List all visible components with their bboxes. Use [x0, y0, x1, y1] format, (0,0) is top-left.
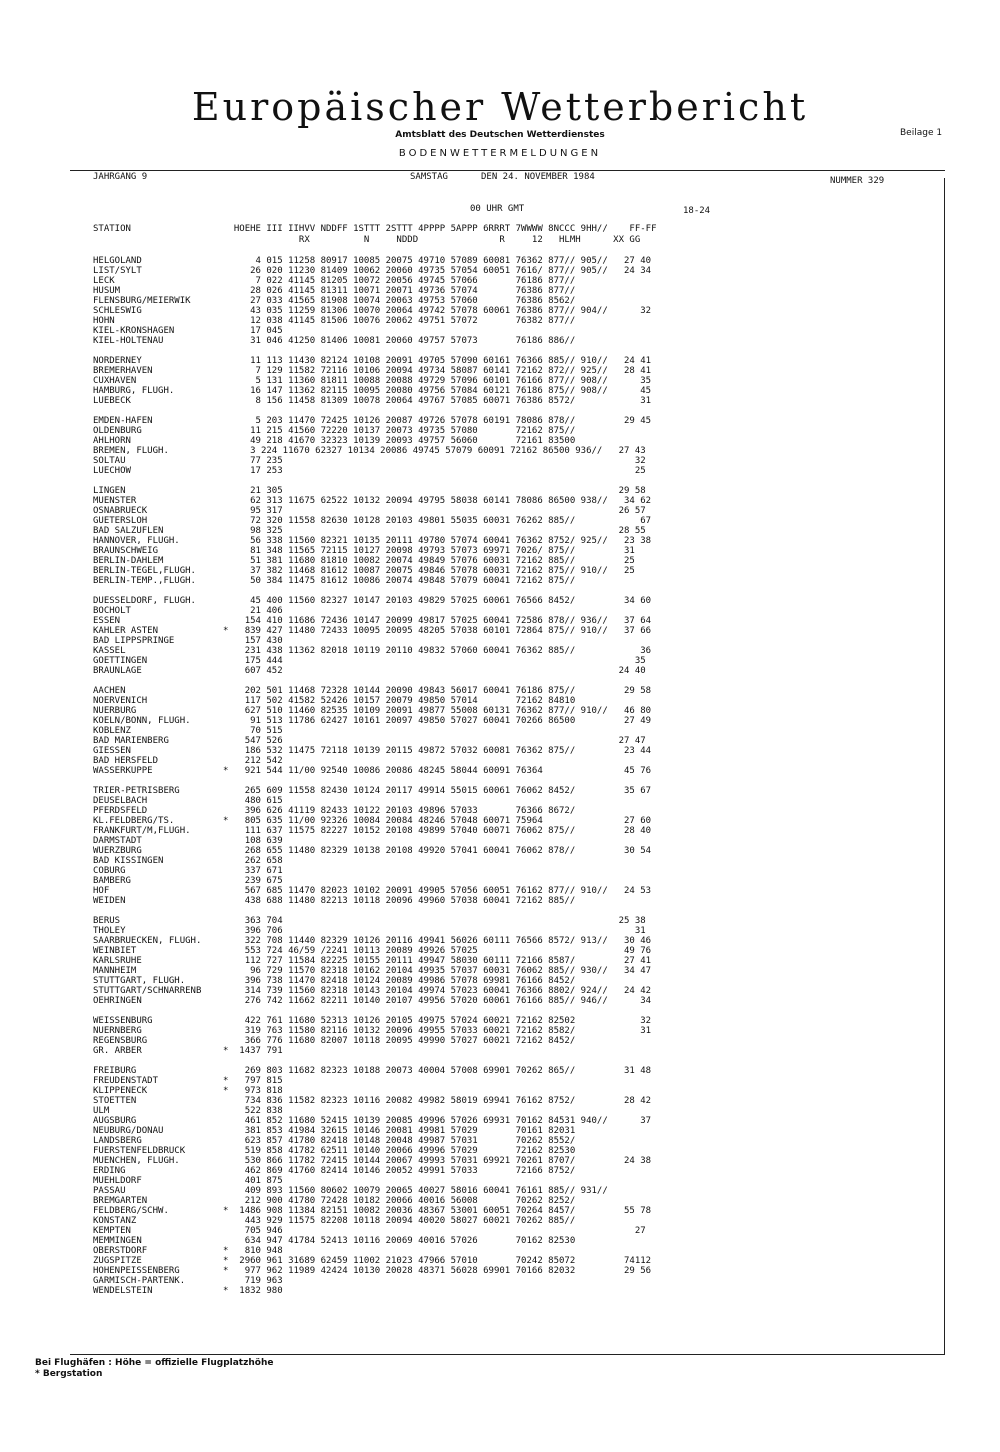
station-row: LUEBECK 8 156 11458 81309 10078 20064 49767 57085 60071 76386 8572/ 31 [93, 396, 652, 406]
station-row: THOLEY 396 706 31 [93, 926, 646, 936]
station-row: NUERBURG 627 510 11460 82535 10109 20091 49877 55008 60131 76362 877// 910// 46 80 [93, 706, 652, 716]
station-row: KIEL-KRONSHAGEN 17 045 [93, 326, 283, 336]
station-row: WEIDEN 438 688 11480 82213 10118 20096 49960 57038 60041 72162 885// [93, 896, 576, 906]
station-row: FREIBURG 269 803 11682 82323 10188 20073 40004 57008 69901 70262 865// 31 48 [93, 1066, 652, 1076]
station-row: BREMGARTEN 212 900 41780 72428 10182 20066 40016 56008 70262 8252/ [93, 1196, 576, 1206]
station-row: AHLHORN 49 218 41670 32323 10139 20093 49757 56060 72161 83500 [93, 436, 576, 446]
station-row: GOETTINGEN 175 444 35 [93, 656, 646, 666]
station-row: MANNHEIM 96 729 11570 82318 10162 20104 49935 57037 60031 76062 885// 930// 34 47 [93, 966, 652, 976]
station-row: GARMISCH-PARTENK. 719 963 [93, 1276, 283, 1286]
station-row: AACHEN 202 501 11468 72328 10144 20090 49843 56017 60041 76186 875// 29 58 [93, 686, 652, 696]
station-row: PFERDSFELD 396 626 41119 82433 10122 20103 49896 57033 76366 8672/ [93, 806, 576, 816]
station-row: KARLSRUHE 112 727 11584 82225 10155 20111 49947 58030 60111 72166 8587/ 27 41 [93, 956, 652, 966]
station-row: HOF 567 685 11470 82023 10102 20091 49905 57056 60051 76162 877// 910// 24 53 [93, 886, 652, 896]
nummer-label: NUMMER 329 [830, 176, 885, 186]
station-row: HOHN 12 038 41145 81506 10076 20062 49751 57072 76382 877// [93, 316, 576, 326]
station-row: HELGOLAND 4 015 11258 80917 10085 20075 49710 57089 60081 76362 877// 905// 27 40 [93, 256, 652, 266]
station-row: STOETTEN 734 836 11582 82323 10116 20082 49982 58019 69941 76162 8752/ 28 42 [93, 1096, 652, 1106]
station-row: BERLIN-TEGEL,FLUGH. 37 382 11468 81612 10087 20075 49846 57078 60031 72162 875// 910// 25 [93, 566, 635, 576]
group-spacer [93, 1056, 943, 1066]
group-spacer [93, 406, 943, 416]
station-row: DARMSTADT 108 639 [93, 836, 283, 846]
station-row: OBERSTDORF * 810 948 [93, 1246, 283, 1256]
group-spacer [93, 476, 943, 486]
station-row: HOHENPEISSENBERG * 977 962 11989 42424 10130 20028 48371 56028 69901 70166 82032 29 56 [93, 1266, 652, 1276]
group-spacer [93, 676, 943, 686]
section-title: BODENWETTERMELDUNGEN [398, 148, 602, 159]
station-row: SCHLESWIG 43 035 11259 81306 10070 20064 49742 57078 60061 76386 877// 904// 32 [93, 306, 652, 316]
station-row: SOLTAU 77 235 32 [93, 456, 646, 466]
group-spacer [93, 776, 943, 786]
station-row: GUETERSLOH 72 320 11558 82630 10128 20103 49801 55035 60031 76262 885// 67 [93, 516, 652, 526]
group-spacer [93, 586, 943, 596]
page-subtitle: Amtsblatt des Deutschen Wetterdienstes [395, 130, 605, 140]
station-row: ULM 522 838 [93, 1106, 283, 1116]
station-row: ZUGSPITZE * 2960 961 31689 62459 11002 21023 47966 57010 70242 85072 74112 [93, 1256, 652, 1266]
station-table [93, 256, 943, 1296]
station-row: FREUDENSTADT * 797 815 [93, 1076, 283, 1086]
column-header-line1: STATION HOEHE III IIHVV NDDFF 1STTT 2STTT 4PPPP 5APPP 6RRRT 7WWWW 8NCCC 9HH// FF-FF [93, 224, 657, 234]
station-row: FUERSTENFELDBRUCK 519 858 41782 62511 10140 20066 49996 57029 72162 82530 [93, 1146, 576, 1156]
station-row: BREMERHAVEN 7 129 11582 72116 10106 20094 49734 58087 60141 72162 872// 925// 28 41 [93, 366, 652, 376]
right-rule [944, 178, 945, 1354]
group-spacer [93, 1006, 943, 1016]
station-row: AUGSBURG 461 852 11680 52415 10139 20085 49996 57026 69931 70162 84531 940// 37 [93, 1116, 652, 1126]
station-row: KIEL-HOLTENAU 31 046 41250 81406 10081 20060 49757 57073 76186 886// [93, 336, 576, 346]
station-row: NEUBURG/DONAU 381 853 41984 32615 10146 20081 49981 57029 70161 82031 [93, 1126, 576, 1136]
station-row: STUTTGART/SCHNARRENB 314 739 11560 82318 10143 20104 49974 57023 60041 76366 8802/ 924// 24 42 [93, 986, 652, 996]
station-row: BERLIN-TEMP.,FLUGH. 50 384 11475 81612 10086 20074 49848 57079 60041 72162 875// [93, 576, 576, 586]
station-row: ESSEN 154 410 11686 72436 10147 20099 49817 57025 60041 72586 878// 936// 37 64 [93, 616, 652, 626]
station-row: EMDEN-HAFEN 5 203 11470 72425 10126 20087 49726 57078 60191 78086 878// 29 45 [93, 416, 652, 426]
station-row: BAD MARIENBERG 547 526 27 47 [93, 736, 646, 746]
station-row: LECK 7 022 41145 81205 10072 20056 49745 57066 76186 877// [93, 276, 576, 286]
station-row: GR. ARBER * 1437 791 [93, 1046, 283, 1056]
station-row: KEMPTEN 705 946 27 [93, 1226, 646, 1236]
station-row: KONSTANZ 443 929 11575 82208 10118 20094 40020 58027 60021 70262 885// [93, 1216, 576, 1226]
station-row: WENDELSTEIN * 1832 980 [93, 1286, 283, 1296]
station-row: BRAUNSCHWEIG 81 348 11565 72115 10127 20098 49793 57073 69971 7026/ 875// 31 [93, 546, 635, 556]
column-header-line2: RX N NDDD R 12 HLMH XX GG [93, 235, 641, 245]
time-label: 00 UHR GMT [470, 204, 525, 214]
station-row: WASSERKUPPE * 921 544 11/00 92540 10086 20086 48245 58044 60091 76364 45 76 [93, 766, 652, 776]
station-row: DEUSELBACH 480 615 [93, 796, 283, 806]
station-row: WEINBIET 553 724 46/59 /2241 10113 20089 49926 57025 49 76 [93, 946, 652, 956]
station-row: BAD HERSFELD 212 542 [93, 756, 283, 766]
station-row: PASSAU 409 893 11560 80602 10079 20065 40027 58016 60041 76161 885// 931// [93, 1186, 608, 1196]
station-row: KASSEL 231 438 11362 82018 10119 20110 49832 57060 60041 76362 885// 36 [93, 646, 652, 656]
station-row: COBURG 337 671 [93, 866, 283, 876]
station-row: DUESSELDORF, FLUGH. 45 400 11560 82327 10147 20103 49829 57025 60061 76566 8452/ 34 60 [93, 596, 652, 606]
footer-note-mountain: * Bergstation [35, 1369, 103, 1379]
station-row: LIST/SYLT 26 020 11230 81409 10062 20060 49735 57054 60051 7616/ 877// 905// 24 34 [93, 266, 652, 276]
station-row: BREMEN, FLUGH. 3 224 11670 62327 10134 20086 49745 57079 60091 72162 86500 936// 27 43 [93, 446, 646, 456]
station-row: GIESSEN 186 532 11475 72118 10139 20115 49872 57032 60081 76362 875// 23 44 [93, 746, 652, 756]
station-row: NOERVENICH 117 502 41582 52426 10157 20079 49850 57014 72162 84810 [93, 696, 576, 706]
weekday-label: SAMSTAG [410, 172, 448, 182]
jahrgang-label: JAHRGANG 9 [93, 172, 148, 182]
station-row: HUSUM 28 026 41145 81311 10071 20071 49736 57074 76386 877// [93, 286, 576, 296]
station-row: SAARBRUECKEN, FLUGH. 322 708 11440 82329 10126 20116 49941 56026 60111 76566 8572/ 913// 30 46 [93, 936, 652, 946]
station-row: BAD SALZUFLEN 98 325 28 55 [93, 526, 646, 536]
group-spacer [93, 906, 943, 916]
station-row: HANNOVER, FLUGH. 56 338 11560 82321 10135 20111 49780 57074 60041 76362 8752/ 925// 23 38 [93, 536, 652, 546]
station-row: FELDBERG/SCHW. * 1486 908 11384 82151 10082 20036 48367 53001 60051 70264 8457/ 55 78 [93, 1206, 652, 1216]
station-row: MEMMINGEN 634 947 41784 52413 10116 20069 40016 57026 70162 82530 [93, 1236, 576, 1246]
date-label: DEN 24. NOVEMBER 1984 [481, 172, 595, 182]
station-row: BAD LIPPSPRINGE 157 430 [93, 636, 283, 646]
footer-note-airports: Bei Flughäfen : Höhe = offizielle Flugplatzhöhe [35, 1358, 274, 1368]
station-row: NUERNBERG 319 763 11580 82116 10132 20096 49955 57033 60021 72162 8582/ 31 [93, 1026, 652, 1036]
station-row: TRIER-PETRISBERG 265 609 11558 82430 10124 20117 49914 55015 60061 76062 8452/ 35 67 [93, 786, 652, 796]
station-row: BOCHOLT 21 406 [93, 606, 283, 616]
station-row: LUECHOW 17 253 25 [93, 466, 646, 476]
station-row: HAMBURG, FLUGH. 16 147 11362 82115 10095 20080 49756 57084 60121 76186 875// 908// 45 [93, 386, 652, 396]
station-row: KLIPPENECK * 973 818 [93, 1086, 283, 1096]
station-row: ERDING 462 869 41760 82414 10146 20052 49991 57033 72166 8752/ [93, 1166, 576, 1176]
station-row: KL.FELDBERG/TS. * 805 635 11/00 92326 10084 20084 48246 57048 60071 75964 27 60 [93, 816, 652, 826]
station-row: OSNABRUECK 95 317 26 57 [93, 506, 646, 516]
station-row: FRANKFURT/M,FLUGH. 111 637 11575 82227 10152 20108 49899 57040 60071 76062 875// 28 40 [93, 826, 652, 836]
station-row: BAMBERG 239 675 [93, 876, 283, 886]
station-row: BRAUNLAGE 607 452 24 40 [93, 666, 646, 676]
station-row: FLENSBURG/MEIERWIK 27 033 41565 81908 10074 20063 49753 57060 76386 8562/ [93, 296, 576, 306]
station-row: BERLIN-DAHLEM 51 381 11680 81810 10082 20074 49849 57076 60031 72162 885// 25 [93, 556, 635, 566]
station-row: BAD KISSINGEN 262 658 [93, 856, 283, 866]
station-row: KAHLER ASTEN * 839 427 11480 72433 10095 20095 48205 57038 60101 72864 875// 910// 37 66 [93, 626, 652, 636]
station-row: MUEHLDORF 401 875 [93, 1176, 283, 1186]
top-rule [70, 170, 945, 171]
station-row: NORDERNEY 11 113 11430 82124 10108 20091 49705 57090 60161 76366 885// 910// 24 41 [93, 356, 652, 366]
bottom-rule [70, 1354, 945, 1355]
station-row: LANDSBERG 623 857 41780 82418 10148 20048 49987 57031 70262 8552/ [93, 1136, 576, 1146]
station-row: MUENSTER 62 313 11675 62522 10132 20094 49795 58038 60141 78086 86500 938// 34 62 [93, 496, 652, 506]
station-row: OEHRINGEN 276 742 11662 82211 10140 20107 49956 57020 60061 76166 885// 946// 34 [93, 996, 652, 1006]
station-row: KOBLENZ 70 515 [93, 726, 283, 736]
station-row: REGENSBURG 366 776 11680 82007 10118 20095 49990 57027 60021 72162 8452/ [93, 1036, 576, 1046]
station-row: CUXHAVEN 5 131 11360 81811 10088 20088 49729 57096 60101 76166 877// 908// 35 [93, 376, 652, 386]
station-row: WUERZBURG 268 655 11480 82329 10138 20108 49920 57041 60041 76062 878// 30 54 [93, 846, 652, 856]
station-row: OLDENBURG 11 215 41560 72220 10137 20073 49735 57080 72162 875// [93, 426, 576, 436]
station-row: BERUS 363 704 25 38 [93, 916, 646, 926]
station-row: KOELN/BONN, FLUGH. 91 513 11786 62427 10161 20097 49850 57027 60041 70266 86500 27 49 [93, 716, 652, 726]
station-row: LINGEN 21 305 29 58 [93, 486, 646, 496]
time-window-label: 18-24 [683, 206, 711, 216]
station-row: MUENCHEN, FLUGH. 530 866 11782 72415 10144 20067 49993 57031 69921 70261 8707/ 24 38 [93, 1156, 652, 1166]
station-row: WEISSENBURG 422 761 11680 52313 10126 20105 49975 57024 60021 72162 82502 32 [93, 1016, 652, 1026]
beilage-label: Beilage 1 [900, 128, 943, 138]
page-title: Europäischer Wetterbericht [191, 85, 809, 129]
group-spacer [93, 346, 943, 356]
station-row: STUTTGART, FLUGH. 396 738 11470 82418 10124 20089 49986 57078 69981 76166 8452/ [93, 976, 576, 986]
